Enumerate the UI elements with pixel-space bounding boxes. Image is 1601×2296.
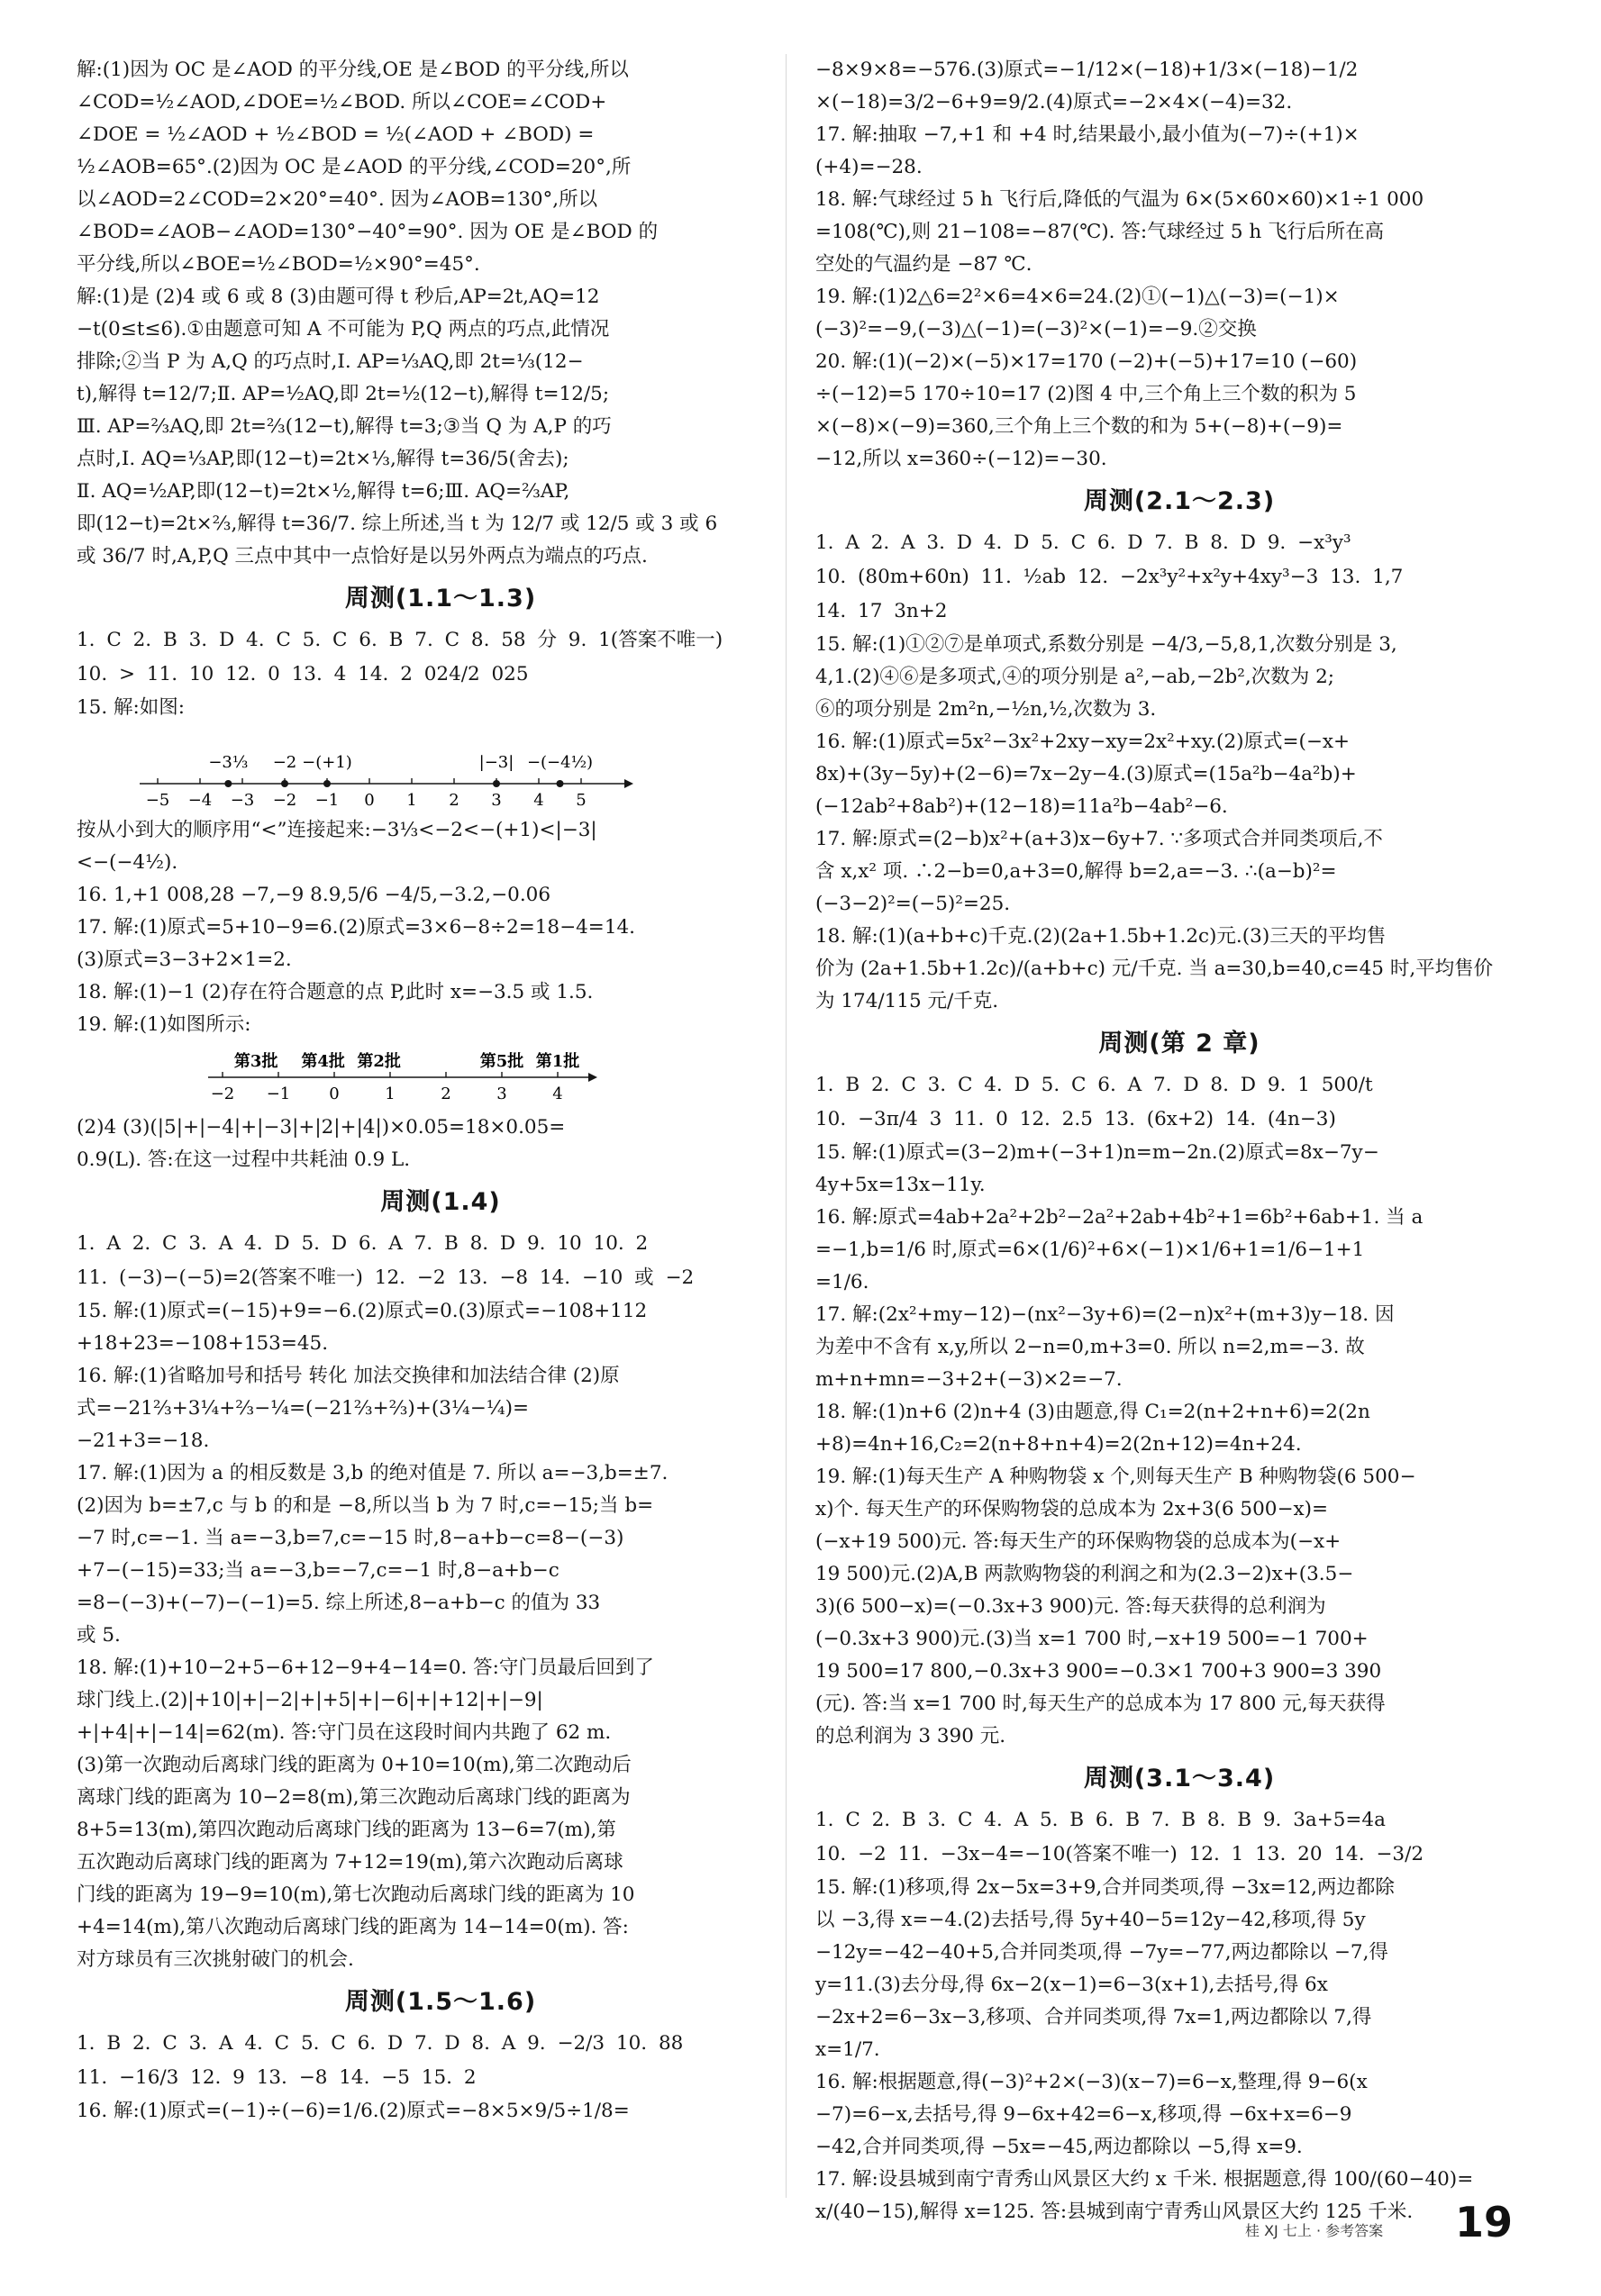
- page-number: 19: [1455, 2198, 1514, 2246]
- text-line: 16. 解:根据题意,得(−3)²+2×(−3)(x−7)=6−x,整理,得 9−6(x: [815, 2071, 1368, 2093]
- text-line: ×(−18)=3/2−6+9=9/2.(4)原式=−2×4×(−4)=32.: [815, 91, 1293, 113]
- text-line: 19 500=17 800,−0.3x+3 900=−0.3×1 700+3 900=3 390: [815, 1660, 1382, 1683]
- text-line: (3)原式=3−3+2×1=2.: [77, 948, 292, 971]
- text-line: 17. 解:(2x²+my−12)−(nx²−3y+6)=(2−n)x²+(m+3)y−18. 因: [815, 1303, 1395, 1326]
- text-line: t),解得 t=12/7;Ⅱ. AP=½AQ,即 2t=½(12−t),解得 t=12/5;: [77, 383, 610, 405]
- text-line: 对方球员有三次挑射破门的机会.: [77, 1948, 354, 1971]
- point-label: −(+1): [302, 753, 352, 772]
- text-line: 18. 解:(1)(a+b+c)千克.(2)(2a+1.5b+1.2c)元.(3)三天的平均售: [815, 925, 1387, 948]
- text-line: ∠COD=½∠AOD,∠DOE=½∠BOD. 所以∠COE=∠COD+: [77, 91, 607, 113]
- text-line: −12,所以 x=360÷(−12)=−30.: [815, 448, 1107, 470]
- tick-label: −4: [187, 791, 213, 810]
- text-line: 离球门线的距离为 10−2=8(m),第三次跑动后离球门线的距离为: [77, 1786, 631, 1809]
- text-line: Ⅲ. AP=⅔AQ,即 2t=⅔(12−t),解得 t=3;③当 Q 为 A,P 的巧: [77, 415, 612, 438]
- text-line: 18. 解:气球经过 5 h 飞行后,降低的气温为 6×(5×60×60)×1÷1 000: [815, 188, 1424, 211]
- text-line: +8)=4n+16,C₂=2(n+8+n+4)=2(2n+12)=4n+24.: [815, 1433, 1302, 1456]
- text-line: ⑥的项分别是 2m²n,−½n,½,次数为 3.: [815, 698, 1157, 721]
- text-line: 或 5.: [77, 1624, 121, 1647]
- tick-label: 3: [491, 791, 502, 810]
- text-line: 19. 解:(1)每天生产 A 种购物袋 x 个,则每天生产 B 种购物袋(6 500−: [815, 1466, 1416, 1488]
- section-title: 周测(1.1～1.3): [344, 585, 537, 613]
- section-title: 周测(2.1～2.3): [1083, 487, 1276, 515]
- text-line: 含 x,x² 项. ∴2−b=0,a+3=0,解得 b=2,a=−3. ∴(a−b)²=: [815, 860, 1337, 883]
- text-line: +4=14(m),第八次跑动后离球门线的距离为 14−14=0(m). 答:: [77, 1916, 629, 1938]
- axis-arrow: [624, 779, 633, 788]
- text-line: x/(40−15),解得 x=125. 答:县城到南宁青秀山风景区大约 125 千米.: [815, 2201, 1414, 2223]
- section-title: 周测(1.4): [380, 1188, 501, 1216]
- choice-answers: 1. C 2. B 3. C 4. A 5. B 6. B 7. B 8. B 9. 3a+5=4a: [815, 1809, 1386, 1831]
- choice-answers: 1. A 2. A 3. D 4. D 5. C 6. D 7. B 8. D 9. −x³y³: [815, 531, 1351, 554]
- batch-label: 第5批: [479, 1052, 524, 1071]
- text-line: −12y=−42−40+5,合并同类项,得 −7y=−77,两边都除以 −7,得: [815, 1941, 1388, 1964]
- tick-label: −1: [266, 1084, 291, 1103]
- section-title: 周测(3.1～3.4): [1083, 1765, 1276, 1792]
- text-line: (+4)=−28.: [815, 156, 923, 178]
- text-line: 19 500)元.(2)A,B 两款购物袋的利润之和为(2.3−2)x+(3.5−: [815, 1563, 1354, 1585]
- text-line: 8x)+(3y−5y)+(2−6)=7x−2y−4.(3)原式=(15a²b−4a²b)+: [815, 763, 1357, 785]
- text-line: 的总利润为 3 390 元.: [815, 1725, 1006, 1747]
- text-line: y=11.(3)去分母,得 6x−2(x−1)=6−3(x+1),去括号,得 6x: [815, 1974, 1328, 1996]
- text-line: 即(12−t)=2t×⅔,解得 t=36/7. 综上所述,当 t 为 12/7 或 12/5 或 3 或 6: [77, 513, 718, 535]
- tick-label: 3: [496, 1084, 507, 1103]
- section-title: 周测(1.5～1.6): [344, 1988, 537, 2016]
- point-label: |−3|: [478, 753, 514, 772]
- text-line: =8−(−3)+(−7)−(−1)=5. 综上所述,8−a+b−c 的值为 33: [77, 1592, 601, 1614]
- text-line: (−3−2)²=(−5)²=25.: [815, 893, 1011, 915]
- point-marker: [281, 780, 288, 787]
- fill-answers: 11. (−3)−(−5)=2(答案不唯一) 12. −2 13. −8 14. −10 或 −2: [77, 1266, 695, 1289]
- text-line: =−1,b=1/6 时,原式=6×(1/6)²+6×(−1)×1/6+1=1/6−1+1: [815, 1239, 1365, 1261]
- text-line: 16. 解:(1)省略加号和括号 转化 加法交换律和加法结合律 (2)原: [77, 1365, 620, 1387]
- choice-answers: 1. B 2. C 3. C 4. D 5. C 6. A 7. D 8. D 9. 1 500/t: [815, 1074, 1373, 1096]
- text-line: (2)4 (3)(|5|+|−4|+|−3|+|2|+|4|)×0.05=18×0.05=: [77, 1116, 566, 1139]
- text-line: <−(−4½).: [77, 851, 178, 874]
- text-line: Ⅱ. AQ=½AP,即(12−t)=2t×½,解得 t=6;Ⅲ. AQ=⅔AP,: [77, 480, 570, 503]
- footer-note: 桂 XJ 七上 · 参考答案: [1245, 2222, 1384, 2239]
- text-line: −42,合并同类项,得 −5x=−45,两边都除以 −5,得 x=9.: [815, 2136, 1303, 2158]
- text-line: ∠DOE = ½∠AOD + ½∠BOD = ½(∠AOD + ∠BOD) =: [77, 123, 595, 146]
- text-line: 3)(6 500−x)=(−0.3x+3 900)元. 答:每天获得的总利润为: [815, 1595, 1326, 1618]
- point-label: −3⅓: [208, 753, 249, 772]
- text-line: =108(℃),则 21−108=−87(℃). 答:气球经过 5 h 飞行后所在高: [815, 221, 1385, 243]
- text-line: 18. 解:(1)−1 (2)存在符合题意的点 P,此时 x=−3.5 或 1.5.: [77, 981, 594, 1003]
- text-line: −8×9×8=−576.(3)原式=−1/12×(−18)+1/3×(−18)−1/2: [815, 59, 1359, 81]
- text-line: (−0.3x+3 900)元.(3)当 x=1 700 时,−x+19 500=−1 700+: [815, 1628, 1369, 1650]
- text-line: 排除;②当 P 为 A,Q 的巧点时,Ⅰ. AP=⅓AQ,即 2t=⅓(12−: [77, 350, 584, 373]
- number-line-2: [203, 1045, 599, 1108]
- tick-label: −3: [230, 791, 255, 810]
- left-column: [77, 54, 805, 2128]
- text-line: 平分线,所以∠BOE=½∠BOD=½×90°=45°.: [77, 253, 480, 276]
- text-line: 17. 解:设县城到南宁青秀山风景区大约 x 千米. 根据题意,得 100/(60−40)=: [815, 2168, 1474, 2191]
- text-line: 五次跑动后离球门线的距离为 7+12=19(m),第六次跑动后离球: [77, 1851, 623, 1874]
- text-line: (元). 答:当 x=1 700 时,每天生产的总成本为 17 800 元,每天获得: [815, 1693, 1386, 1715]
- text-line: 16. 解:原式=4ab+2a²+2b²−2a²+2ab+4b²+1=6b²+6ab+1. 当 a: [815, 1206, 1424, 1229]
- point-marker: [557, 780, 564, 787]
- text-line: 19. 解:(1)如图所示:: [77, 1013, 251, 1036]
- tick-label: 4: [533, 791, 544, 810]
- text-line: 解:(1)因为 OC 是∠AOD 的平分线,OE 是∠BOD 的平分线,所以: [77, 59, 629, 81]
- text-line: 以∠AOD=2∠COD=2×20°=40°. 因为∠AOB=130°,所以: [77, 188, 598, 211]
- choice-answers: 1. C 2. B 3. D 4. C 5. C 6. B 7. C 8. 58 分 9. 1(答案不唯一): [77, 629, 723, 651]
- text-line: 20. 解:(1)(−2)×(−5)×17=170 (−2)+(−5)+17=10 (−60): [815, 350, 1358, 373]
- fill-answers: 10. −3π/4 3 11. 0 12. 2.5 13. (6x+2) 14. (4n−3): [815, 1108, 1336, 1130]
- point-label: −(−4½): [526, 753, 594, 772]
- text-line: −7)=6−x,去括号,得 9−6x+42=6−x,移项,得 −6x+x=6−9: [815, 2103, 1352, 2126]
- answer-17-angles: [77, 54, 805, 281]
- tick-label: 0: [364, 791, 375, 810]
- text-line: 19. 解:(1)2△6=2²×6=4×6=24.(2)①(−1)△(−3)=(−1)×: [815, 286, 1340, 308]
- answer-18-smart-point: [77, 281, 805, 573]
- text-line: 价为 (2a+1.5b+1.2c)/(a+b+c) 元/千克. 当 a=30,b=40,c=45 时,平均售价: [815, 957, 1494, 980]
- text-line: +7−(−15)=33;当 a=−3,b=−7,c=−1 时,8−a+b−c: [77, 1559, 559, 1582]
- tick-label: 4: [552, 1084, 563, 1103]
- text-line: 16. 解:(1)原式=(−1)÷(−6)=1/6.(2)原式=−8×5×9/5÷1/8=: [77, 2100, 630, 2122]
- text-line: (−3)²=−9,(−3)△(−1)=(−3)²×(−1)=−9.②交换: [815, 318, 1257, 340]
- text-line: 门线的距离为 19−9=10(m),第七次跑动后离球门线的距离为 10: [77, 1883, 635, 1906]
- text-line: 解:(1)是 (2)4 或 6 或 8 (3)由题可得 t 秒后,AP=2t,AQ=12: [77, 286, 600, 308]
- text-line: x)个. 每天生产的环保购物袋的总成本为 2x+3(6 500−x)=: [815, 1498, 1328, 1520]
- fill-answers: 10. −2 11. −3x−4=−10(答案不唯一) 12. 1 13. 20 14. −3/2: [815, 1843, 1424, 1865]
- text-line: (−12ab²+8ab²)+(12−18)=11a²b−4ab²−6.: [815, 795, 1228, 818]
- point-marker: [493, 780, 500, 787]
- choice-answers: 1. A 2. C 3. A 4. D 5. D 6. A 7. B 8. D 9. 10 10. 2: [77, 1232, 649, 1255]
- fill-answers: 11. −16/3 12. 9 13. −8 14. −5 15. 2: [77, 2066, 477, 2089]
- text-line: 15. 解:(1)原式=(−15)+9=−6.(2)原式=0.(3)原式=−108+112: [77, 1300, 648, 1322]
- text-line: −2x+2=6−3x−3,移项、合并同类项,得 7x=1,两边都除以 7,得: [815, 2006, 1372, 2028]
- text-line: 17. 解:(1)因为 a 的相反数是 3,b 的绝对值是 7. 所以 a=−3,b=±7.: [77, 1462, 669, 1484]
- text-line: 4,1.(2)④⑥是多项式,④的项分别是 a²,−ab,−2b²,次数为 2;: [815, 666, 1335, 688]
- tick-label: 0: [329, 1084, 340, 1103]
- text-line: 点时,Ⅰ. AQ=⅓AP,即(12−t)=2t×⅓,解得 t=36/5(舍去);: [77, 448, 569, 470]
- point-label: −2: [272, 753, 297, 772]
- text-line: +|+4|+|−14|=62(m). 答:守门员在这段时间内共跑了 62 m.: [77, 1721, 612, 1744]
- tick-label: −2: [272, 791, 297, 810]
- fill-answers: 10. > 11. 10 12. 0 13. 4 14. 2 024/2 025: [77, 663, 529, 685]
- text-line: x=1/7.: [815, 2038, 880, 2061]
- batch-label: 第1批: [535, 1052, 580, 1071]
- choice-answers: 1. B 2. C 3. A 4. C 5. C 6. D 7. D 8. A 9. −2/3 10. 88: [77, 2032, 684, 2055]
- text-line: 以 −3,得 x=−4.(2)去括号,得 5y+40−5=12y−42,移项,得 5y: [815, 1909, 1366, 1931]
- text-line: 16. 解:(1)原式=5x²−3x²+2xy−xy=2x²+xy.(2)原式=(−x+: [815, 731, 1351, 753]
- point-marker: [224, 780, 232, 787]
- text-line: (3)第一次跑动后离球门线的距离为 0+10=10(m),第二次跑动后: [77, 1754, 632, 1776]
- number-line-1-svg: [131, 728, 635, 811]
- text-line: 18. 解:(1)+10−2+5−6+12−9+4−14=0. 答:守门员最后回到了: [77, 1656, 654, 1679]
- text-line: ÷(−12)=5 170÷10=17 (2)图 4 中,三个角上三个数的积为 5: [815, 383, 1357, 405]
- tick-label: 2: [441, 1084, 451, 1103]
- text-line: ×(−8)×(−9)=360,三个角上三个数的和为 5+(−8)+(−9)=: [815, 415, 1343, 438]
- tick-label: 5: [576, 791, 587, 810]
- text-line: −7 时,c=−1. 当 a=−3,b=7,c=−15 时,8−a+b−c=8−(−3): [77, 1527, 624, 1549]
- batch-label: 第3批: [233, 1052, 278, 1071]
- section-title: 周测(第 2 章): [1098, 1030, 1260, 1057]
- number-line-1: [131, 728, 635, 811]
- point-marker: [323, 780, 331, 787]
- text-line: (2)因为 b=±7,c 与 b 的和是 −8,所以当 b 为 7 时,c=−15;当 b=: [77, 1494, 654, 1517]
- tick-label: −5: [145, 791, 170, 810]
- text-line: 17. 解:抽取 −7,+1 和 +4 时,结果最小,最小值为(−7)÷(+1)×: [815, 123, 1360, 146]
- text-line: 17. 解:(1)原式=5+10−9=6.(2)原式=3×6−8÷2=18−4=14.: [77, 916, 636, 939]
- number-line-2-svg: [203, 1045, 599, 1108]
- fill-answers: 10. (80m+60n) 11. ½ab 12. −2x³y²+x²y+4xy³−3 13. 1,7: [815, 566, 1404, 588]
- text-line: 4y+5x=13x−11y.: [815, 1174, 986, 1196]
- text-line: =1/6.: [815, 1271, 869, 1293]
- text-line: 18. 解:(1)n+6 (2)n+4 (3)由题意,得 C₁=2(n+2+n+6)=2(2n: [815, 1401, 1370, 1423]
- axis-arrow: [588, 1073, 597, 1082]
- text-line: 15. 解:(1)①②⑦是单项式,系数分别是 −4/3,−5,8,1,次数分别是 3,: [815, 633, 1397, 656]
- tick-label: 1: [406, 791, 417, 810]
- label-group: [208, 753, 593, 787]
- text-line: 球门线上.(2)|+10|+|−2|+|+5|+|−6|+|+12|+|−9|: [77, 1689, 543, 1711]
- text-line: 16. 1,+1 008,28 −7,−9 8.9,5/6 −4/5,−3.2,−0.06: [77, 884, 551, 906]
- tick-label: −1: [314, 791, 340, 810]
- text-line: +18+23=−108+153=45.: [77, 1332, 329, 1355]
- text-line: 15. 解:(1)移项,得 2x−5x=3+9,合并同类项,得 −3x=12,两边都除: [815, 1876, 1395, 1899]
- text-line: 8+5=13(m),第四次跑动后离球门线的距离为 13−6=7(m),第: [77, 1819, 616, 1841]
- tick-label: 1: [385, 1084, 396, 1103]
- fill-answers: 14. 17 3n+2: [815, 600, 948, 622]
- text-line: 为差中不含有 x,y,所以 2−n=0,m+3=0. 所以 n=2,m=−3. 故: [815, 1336, 1365, 1358]
- tick-label: −2: [210, 1084, 235, 1103]
- text-line: −21+3=−18.: [77, 1429, 210, 1452]
- text-line: 17. 解:原式=(2−b)x²+(a+3)x−6y+7. ∵多项式合并同类项后,不: [815, 828, 1383, 850]
- text-line: 或 36/7 时,A,P,Q 三点中其中一点恰好是以另外两点为端点的巧点.: [77, 545, 648, 567]
- batch-label: 第4批: [301, 1052, 345, 1071]
- label-group: [234, 1051, 579, 1071]
- right-column: [815, 54, 1543, 2228]
- text-line: ∠BOD=∠AOB−∠AOD=130°−40°=90°. 因为 OE 是∠BOD 的: [77, 221, 659, 243]
- text-line: (−x+19 500)元. 答:每天生产的环保购物袋的总成本为(−x+: [815, 1530, 1342, 1553]
- text-line: 15. 解:如图:: [77, 696, 186, 719]
- text-line: 0.9(L). 答:在这一过程中共耗油 0.9 L.: [77, 1148, 411, 1171]
- text-line: m+n+mn=−3+2+(−3)×2=−7.: [815, 1368, 1123, 1391]
- batch-label: 第2批: [357, 1052, 401, 1071]
- text-line: 空处的气温约是 −87 ℃.: [815, 253, 1032, 276]
- text-line: ½∠AOB=65°.(2)因为 OC 是∠AOD 的平分线,∠COD=20°,所: [77, 156, 632, 178]
- text-line: 按从小到大的顺序用“<”连接起来:−3⅓<−2<−(+1)<|−3|: [77, 819, 597, 841]
- text-line: 为 174/115 元/千克.: [815, 990, 999, 1012]
- text-line: 式=−21⅔+3¼+⅔−¼=(−21⅔+⅔)+(3¼−¼)=: [77, 1397, 529, 1420]
- text-line: −t(0≤t≤6).①由题意可知 A 不可能为 P,Q 两点的巧点,此情况: [77, 318, 610, 340]
- text-line: 15. 解:(1)原式=(3−2)m+(−3+1)n=m−2n.(2)原式=8x−7y−: [815, 1141, 1379, 1164]
- tick-label: 2: [449, 791, 459, 810]
